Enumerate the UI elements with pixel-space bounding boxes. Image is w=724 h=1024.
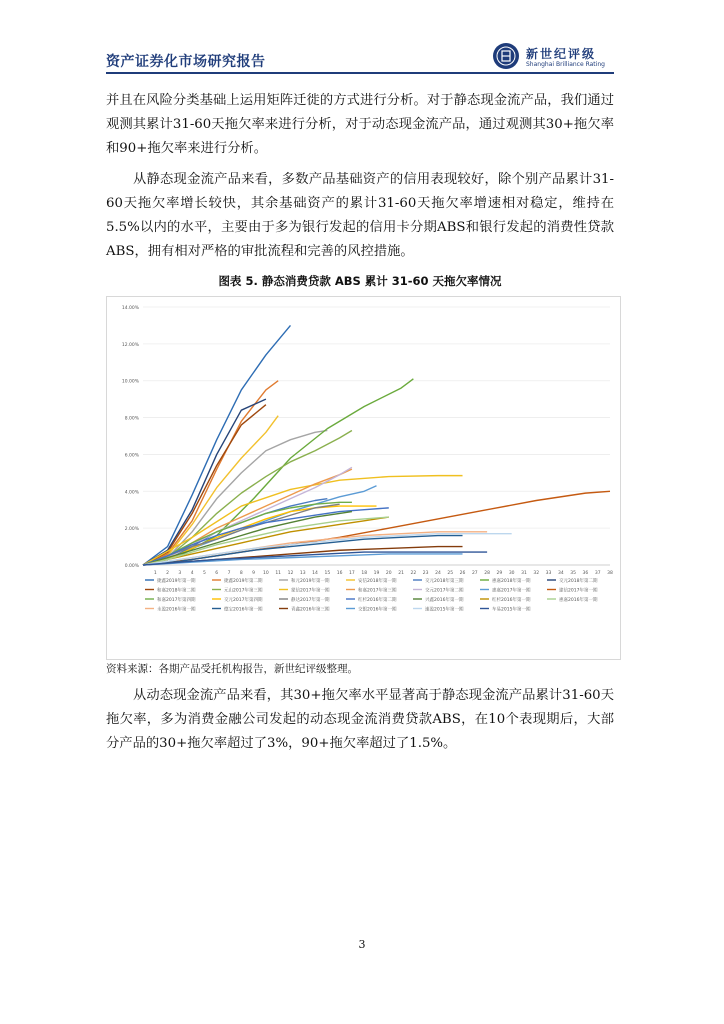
x-tick-label: 4: [190, 571, 194, 576]
legend-label: 红杉2016年第一期: [492, 597, 531, 603]
x-tick-label: 28: [484, 571, 490, 576]
legend-label: 交元2018年第二期: [559, 578, 598, 584]
x-tick-label: 19: [373, 571, 380, 576]
y-tick-label: 10.00%: [121, 379, 139, 385]
y-tick-label: 14.00%: [121, 306, 139, 311]
page-number: 3: [358, 938, 366, 951]
x-tick-label: 38: [607, 571, 613, 576]
x-tick-label: 29: [496, 571, 503, 576]
x-tick-label: 12: [287, 571, 294, 576]
x-tick-label: 33: [545, 571, 552, 576]
y-tick-label: 8.00%: [124, 416, 139, 422]
paragraph-3: 从动态现金流产品来看，其30+拖欠率水平显著高于静态现金流产品累计31-60天拖欠率，多为消费金融公司发起的动态现金流消费贷款ABS，在10个表现期后，大部分产品的30+拖欠率超过了3%，90+拖欠率超过了1.5%。: [106, 688, 614, 751]
legend-label: 交元2017年第二期: [425, 588, 464, 594]
x-tick-label: 2: [166, 571, 170, 576]
x-tick-label: 34: [557, 571, 564, 576]
x-tick-label: 31: [521, 571, 527, 576]
figure-title: 图表 5. 静态消费贷款 ABS 累计 31-60 天拖欠率情况: [218, 274, 502, 288]
legend-label: 静达2017年第一期: [291, 597, 330, 603]
legend-label: 安信2018年第一期: [358, 578, 397, 584]
header-divider: [106, 72, 614, 74]
y-tick-label: 6.00%: [124, 453, 139, 459]
paragraph-2: 从静态现金流产品来看，多数产品基础资产的信用表现较好，除个别产品累计31-60天拖欠率增长较快，其余基础资产的累计31-60天拖欠率增速相对稳定，维持在5.5%以内的水平，主要由于多为银行发起的信用卡分期ABS和银行发起的消费性贷款ABS，拥有相对严格的审批流程和完善的风控措施。: [106, 172, 614, 259]
series-line: [143, 416, 278, 565]
x-tick-label: 6: [215, 571, 219, 576]
report-header-title: 资产证券化市场研究报告: [106, 54, 266, 70]
x-tick-label: 35: [570, 571, 576, 576]
line-chart: [107, 297, 620, 659]
y-tick-label: 12.00%: [121, 342, 139, 348]
x-tick-label: 14: [312, 571, 318, 576]
x-tick-label: 37: [594, 571, 601, 576]
x-tick-label: 10: [263, 571, 269, 576]
chart-container: [106, 296, 621, 660]
figure-source: 资料来源：各期产品受托机构报告，新世纪评级整理。: [106, 663, 358, 675]
x-tick-label: 5: [203, 571, 206, 576]
x-tick-label: 22: [410, 571, 417, 576]
legend-label: 永盈2016年第一期: [157, 607, 196, 613]
legend-label: 红杉2016年第二期: [358, 597, 397, 603]
x-tick-label: 3: [178, 571, 182, 576]
x-tick-label: 25: [447, 571, 454, 576]
legend-label: 蒙信2017年第一期: [291, 588, 330, 594]
legend-label: 和嘉2017年第三期: [358, 588, 397, 594]
x-tick-label: 30: [508, 571, 515, 576]
x-tick-label: 11: [275, 571, 282, 576]
series-line: [143, 325, 290, 565]
legend-label: 交银2016年第一期: [358, 607, 397, 613]
paragraph-1: 并且在风险分类基础上运用矩阵迁徙的方式进行分析。对于静态现金流产品，我们通过观测其累计31-60天拖欠率来进行分析，对于动态现金流产品，通过观测其30+拖欠率和90+拖欠率来进行分析。: [106, 93, 614, 156]
x-tick-label: 21: [398, 571, 404, 576]
logo-english-name: Shanghai Brilliance Rating: [526, 61, 605, 68]
company-logo: [493, 43, 615, 73]
x-tick-label: 20: [385, 571, 392, 576]
legend-label: 惠嘉2017年第一期: [492, 588, 531, 594]
x-tick-label: 7: [227, 571, 231, 576]
x-tick-label: 36: [582, 571, 589, 576]
logo-mark-icon: [493, 43, 519, 69]
x-tick-label: 13: [299, 571, 306, 576]
x-tick-label: 15: [324, 571, 331, 576]
logo-chinese-name: 新世纪评级: [526, 47, 597, 61]
x-tick-label: 9: [252, 571, 256, 576]
legend-label: 和嘉2017年第四期: [157, 597, 196, 603]
y-tick-label: 0.00%: [124, 564, 139, 569]
legend-label: 交元2018年第三期: [425, 578, 464, 584]
x-tick-label: 18: [361, 571, 368, 576]
x-tick-label: 1: [153, 571, 157, 576]
legend-label: 速盈2015年第一期: [425, 607, 464, 613]
x-tick-label: 23: [422, 571, 429, 576]
legend-label: 和嘉2018年第二期: [157, 588, 196, 594]
x-tick-label: 27: [471, 571, 478, 576]
x-tick-label: 17: [349, 571, 355, 576]
legend-label: 惠嘉2016年第一期: [559, 597, 598, 603]
y-tick-label: 4.00%: [124, 490, 139, 496]
legend-label: 建信2017年第一期: [559, 588, 598, 594]
legend-label: 青鑫2016年第三期: [291, 607, 330, 613]
legend-label: 元山2017年第三期: [224, 588, 263, 594]
legend-label: 捷鑫2019年第一期: [157, 578, 196, 584]
x-tick-label: 16: [336, 571, 343, 576]
legend-label: 惠嘉2018年第一期: [492, 578, 531, 584]
x-tick-label: 8: [239, 571, 243, 576]
x-tick-label: 32: [533, 571, 540, 576]
y-tick-label: 2.00%: [124, 527, 139, 533]
legend-label: 捷鑫2019年第二期: [224, 578, 263, 584]
legend-label: 交元2017年第四期: [224, 597, 263, 603]
legend-label: 德宝2016年第一期: [224, 607, 263, 613]
legend-label: 兴鑫2016年第一期: [425, 597, 464, 603]
x-tick-label: 24: [435, 571, 441, 576]
x-tick-label: 26: [459, 571, 466, 576]
legend-label: 和元2019年第一期: [291, 578, 330, 584]
legend-label: 车易2015年第一期: [492, 607, 531, 613]
